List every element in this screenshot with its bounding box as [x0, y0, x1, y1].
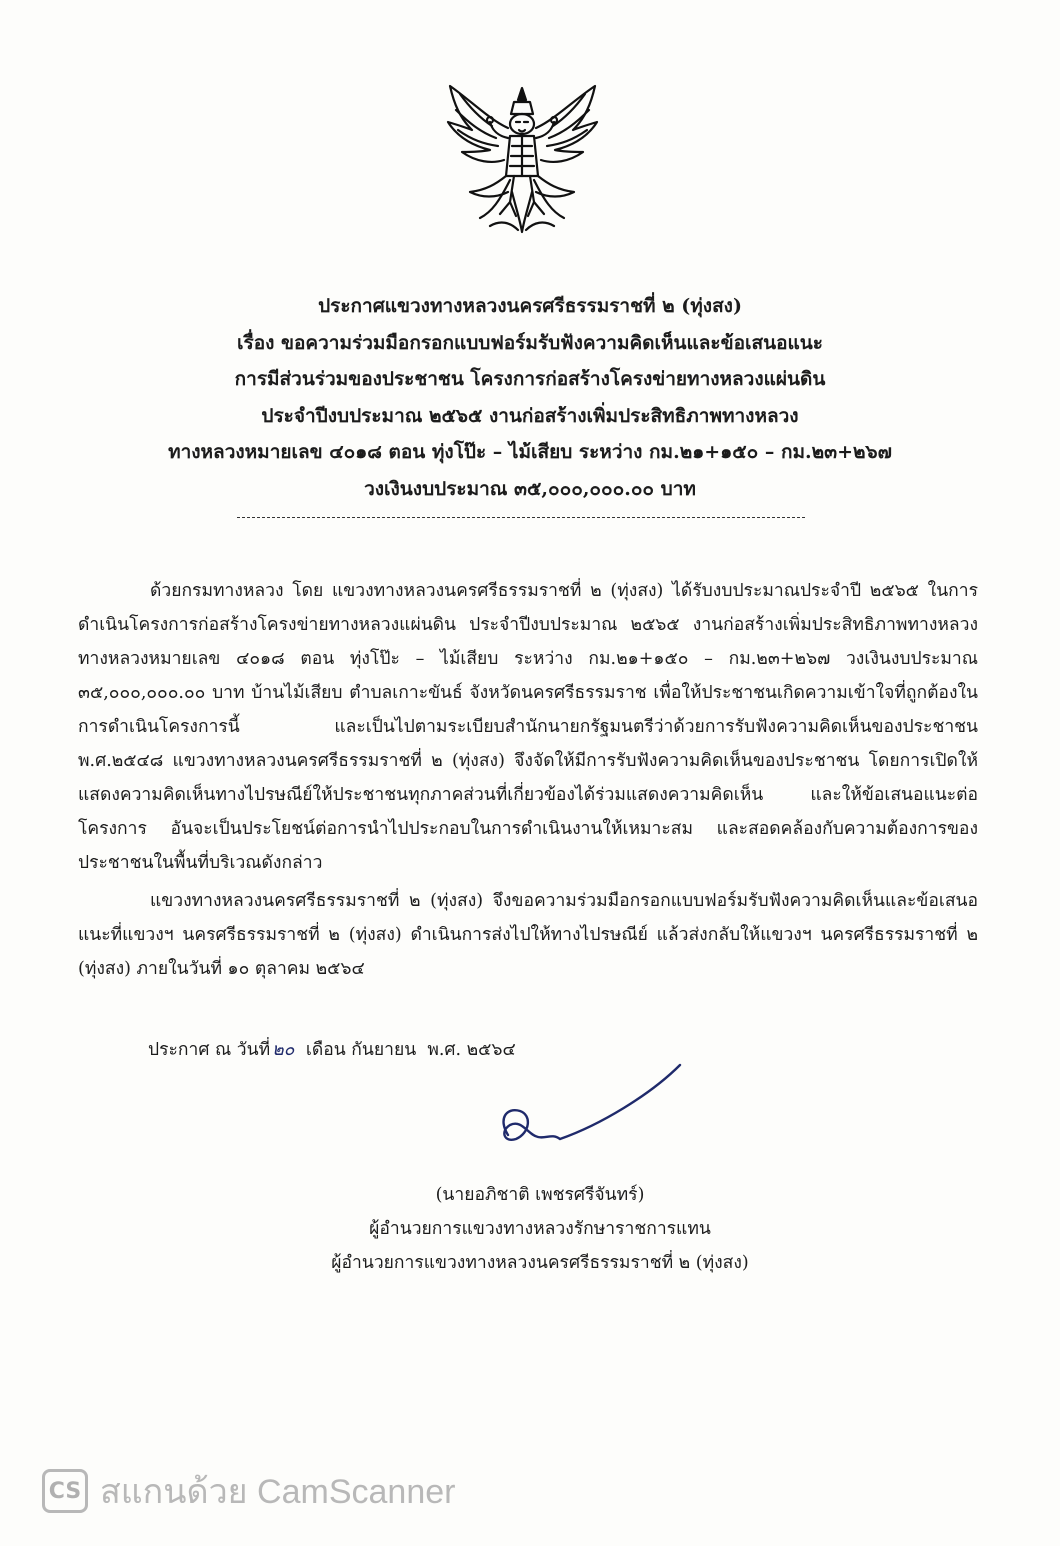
date-month: เดือน กันยายน: [305, 1040, 417, 1060]
dashed-divider: [237, 517, 805, 518]
handwritten-signature: [480, 1055, 700, 1165]
date-year: พ.ศ. ๒๕๖๔: [427, 1040, 516, 1060]
camscanner-watermark: [42, 1464, 455, 1518]
watermark-text: สแกนด้วย CamScanner: [100, 1473, 456, 1511]
title-line-5: ทางหลวงหมายเลข ๔๐๑๘ ตอน ทุ่งโป๊ะ – ไม้เสียบ ระหว่าง กม.๒๑+๑๕๐ – กม.๒๓+๒๖๗: [168, 441, 892, 463]
signer-position-1: ผู้อำนวยการแขวงทางหลวงรักษาราชการแทน: [369, 1219, 711, 1239]
body-paragraph-2: แขวงทางหลวงนครศรีธรรมราชที่ ๒ (ทุ่งสง) จึงขอความร่วมมือกรอกแบบฟอร์มรับฟังความคิดเห็นและข้อเสนอแนะที่แขวงฯ นครศรีธรรมราชที่ ๒ (ทุ่งสง) ดำเนินการส่งไปให้ทางไปรษณีย์ แล้วส่งกลับให้แขวงฯ นครศรีธรรมราชที่ ๒ (ทุ่งสง) ภายในวันที่ ๑๐ ตุลาคม ๒๕๖๔: [78, 891, 978, 979]
announcement-body: [78, 574, 978, 986]
title-line-2: เรื่อง ขอความร่วมมือกรอกแบบฟอร์มรับฟังความคิดเห็นและข้อเสนอแนะ: [237, 331, 823, 354]
date-prefix: ประกาศ ณ วันที่: [148, 1040, 271, 1060]
title-line-3: การมีส่วนร่วมของประชาชน โครงการก่อสร้างโครงข่ายทางหลวงแผ่นดิน: [234, 368, 826, 390]
title-line-6: วงเงินงบประมาณ ๓๕,๐๐๐,๐๐๐.๐๐ บาท: [364, 477, 696, 500]
garuda-emblem-icon: [440, 80, 605, 240]
body-paragraph-1: ด้วยกรมทางหลวง โดย แขวงทางหลวงนครศรีธรรมราชที่ ๒ (ทุ่งสง) ได้รับงบประมาณประจำปี ๒๕๖๕ ในการดำเนินโครงการก่อสร้างโครงข่ายทางหลวงแผ่นดิน ประจำปีงบประมาณ ๒๕๖๕ งานก่อสร้างเพิ่มประสิทธิภาพทางหลวง ทางหลวงหมายเลข ๔๐๑๘ ตอน ทุ่งโป๊ะ – ไม้เสียบ ระหว่าง กม.๒๑+๑๕๐ – กม.๒๓+๒๖๗ วงเงินงบประมาณ ๓๕,๐๐๐,๐๐๐.๐๐ บาท บ้านไม้เสียบ ตำบลเกาะขันธ์ จังหวัดนครศรีธรรมราช เพื่อให้ประชาชนเกิดความเข้าใจที่ถูกต้องในการดำเนินโครงการนี้ และเป็นไปตามระเบียบสำนักนายกรัฐมนตรีว่าด้วยการรับฟังความคิดเห็นของประชาชน พ.ศ.๒๕๔๘ แขวงทางหลวงนครศรีธรรมราชที่ ๒ (ทุ่งสง) จึงจัดให้มีการรับฟังความคิดเห็นของประชาชน โดยการเปิดให้แสดงความคิดเห็นทางไปรษณีย์ให้ประชาชนทุกภาคส่วนที่เกี่ยวข้องได้ร่วมแสดงความคิดเห็น และให้ข้อเสนอแนะต่อโครงการ อันจะเป็นประโยชน์ต่อการนำไปประกอบในการดำเนินงานให้เหมาะสม และสอดคล้องกับความต้องการของประชาชนในพื้นที่บริเวณดังกล่าว: [78, 581, 978, 873]
handwritten-day: ๒๐: [272, 1040, 295, 1060]
signer-name: (นายอภิชาติ เพชรศรีจันทร์): [435, 1185, 645, 1205]
title-line-4: ประจำปีงบประมาณ ๒๕๖๕ งานก่อสร้างเพิ่มประสิทธิภาพทางหลวง: [261, 404, 799, 427]
camscanner-logo-icon: CS: [42, 1469, 88, 1513]
title-line-1: ประกาศแขวงทางหลวงนครศรีธรรมราชที่ ๒ (ทุ่งสง): [318, 295, 742, 317]
signature-block: [260, 1178, 820, 1280]
signer-position-2: ผู้อำนวยการแขวงทางหลวงนครศรีธรรมราชที่ ๒ (ทุ่งสง): [331, 1253, 749, 1273]
announcement-date-line: [148, 1035, 516, 1063]
announcement-title: [60, 288, 1000, 507]
